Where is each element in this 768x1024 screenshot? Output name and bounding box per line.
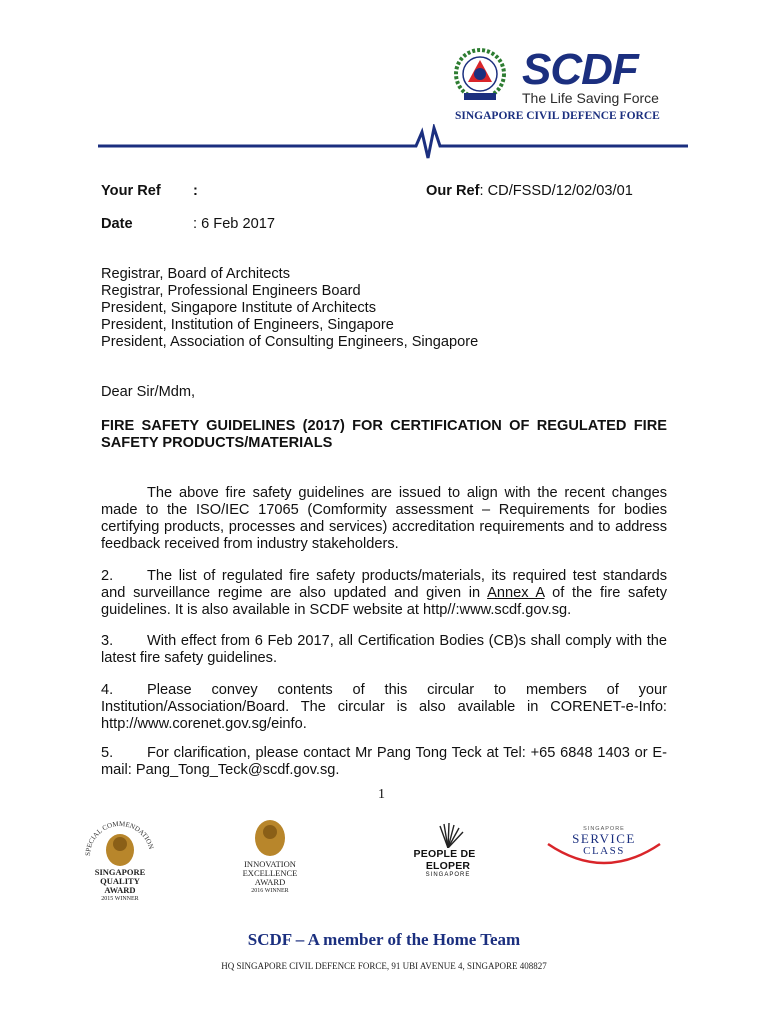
annex-a-link[interactable]: Annex A [487, 585, 545, 601]
paragraph-4-number: 4. [101, 682, 114, 698]
addressee-line: Registrar, Board of Architects [101, 266, 290, 282]
award-2-line: INNOVATION [244, 859, 296, 869]
scdf-wordmark: SCDF [522, 45, 638, 94]
paragraph-5 [101, 745, 667, 779]
scdf-crest-logo [452, 48, 508, 104]
paragraph-1-text: The above fire safety guidelines are issued to align with the recent changes made to the ISO/IEC 17065 (Comformity assessment – Requirements for bodies certifying products, processes and services) accreditation requirements and to address feedback received from industry stakeholders. [101, 485, 667, 552]
service-class-line-1: SERVICE [572, 831, 636, 846]
people-developer-sub: SINGAPORE [425, 872, 471, 878]
award-2-line: EXCELLENCE [242, 868, 298, 878]
scdf-tagline: The Life Saving Force [522, 90, 659, 106]
footer-tagline: SCDF – A member of the Home Team [247, 930, 521, 949]
salutation: Dear Sir/Mdm, [101, 384, 196, 400]
paragraph-2-number: 2. [101, 568, 114, 584]
award-2-line: AWARD [254, 877, 286, 887]
paragraph-4 [101, 682, 667, 733]
paragraph-5-number: 5. [101, 745, 114, 761]
addressee-line: President, Singapore Institute of Architects [101, 300, 377, 316]
paragraph-4-text: Please convey contents of this circular to members of your Institution/Association/Board. The circular is also available in CORENET-e-Info: http://www.corenet.gov.sg/einfo. [101, 682, 667, 732]
paragraph-2 [101, 568, 667, 619]
paragraph-2-text-a: The list of regulated fire safety products/materials, its required test standards and surveillance regime are also updated and given in [101, 568, 667, 601]
our-ref-label: Our Ref [426, 183, 480, 199]
our-ref [426, 183, 633, 200]
award-2-year: 2016 WINNER [251, 888, 289, 894]
paragraph-2-text-b: of the fire safety guidelines. It is also available in SCDF website at http//:www.scdf.gov.sg. [101, 585, 667, 618]
award-1-year: 2015 WINNER [101, 896, 139, 902]
footer-address: HQ SINGAPORE CIVIL DEFENCE FORCE, 91 UBI AVENUE 4, SINGAPORE 408827 [221, 961, 547, 971]
addressee-block [101, 266, 478, 351]
service-class-swoosh [544, 831, 664, 870]
people-developer-text-right: ELOPER [425, 860, 471, 872]
paragraph-3-text: With effect from 6 Feb 2017, all Certification Bodies (CB)s shall comply with the latest fire safety guidelines. [101, 633, 667, 666]
paragraph-3-number: 3. [101, 633, 114, 649]
singapore-service-class-logo [544, 826, 664, 870]
heartbeat-rule-divider [98, 124, 688, 164]
addressee-line: President, Association of Consulting Engineers, Singapore [101, 334, 479, 350]
award-1-line: QUALITY [100, 876, 140, 886]
innovation-excellence-award-logo [230, 816, 310, 896]
people-developer-text-left: PEOPLE DE [413, 848, 476, 860]
paragraph-1 [101, 485, 667, 553]
people-developer-logo [392, 822, 504, 878]
service-class-line-2: CLASS [583, 845, 625, 857]
paragraph-3 [101, 633, 667, 667]
date-value: : 6 Feb 2017 [193, 216, 275, 232]
date-label: Date [101, 216, 133, 232]
organisation-name: SINGAPORE CIVIL DEFENCE FORCE [455, 110, 660, 122]
page-number: 1 [378, 787, 385, 802]
service-class-top: SINGAPORE [583, 826, 625, 832]
subject-heading: FIRE SAFETY GUIDELINES (2017) FOR CERTIFICATION OF REGULATED FIRE SAFETY PRODUCTS/MATERIALS [101, 418, 667, 451]
your-ref-label: Your Ref [101, 183, 161, 199]
our-ref-value: : CD/FSSD/12/02/03/01 [479, 183, 633, 199]
addressee-line: President, Institution of Engineers, Singapore [101, 317, 394, 333]
paragraph-5-text: For clarification, please contact Mr Pang Tong Teck at Tel: +65 6848 1403 or E-mail: Pang_Tong_Teck@scdf.gov.sg. [101, 745, 667, 778]
singapore-quality-award-logo [80, 816, 160, 908]
award-1-arc-text: SPECIAL COMMENDATION [83, 819, 156, 857]
award-1-line: AWARD [104, 885, 136, 895]
award-1-line: SINGAPORE [94, 867, 146, 877]
your-ref-separator: : [193, 183, 198, 199]
addressee-line: Registrar, Professional Engineers Board [101, 283, 361, 299]
